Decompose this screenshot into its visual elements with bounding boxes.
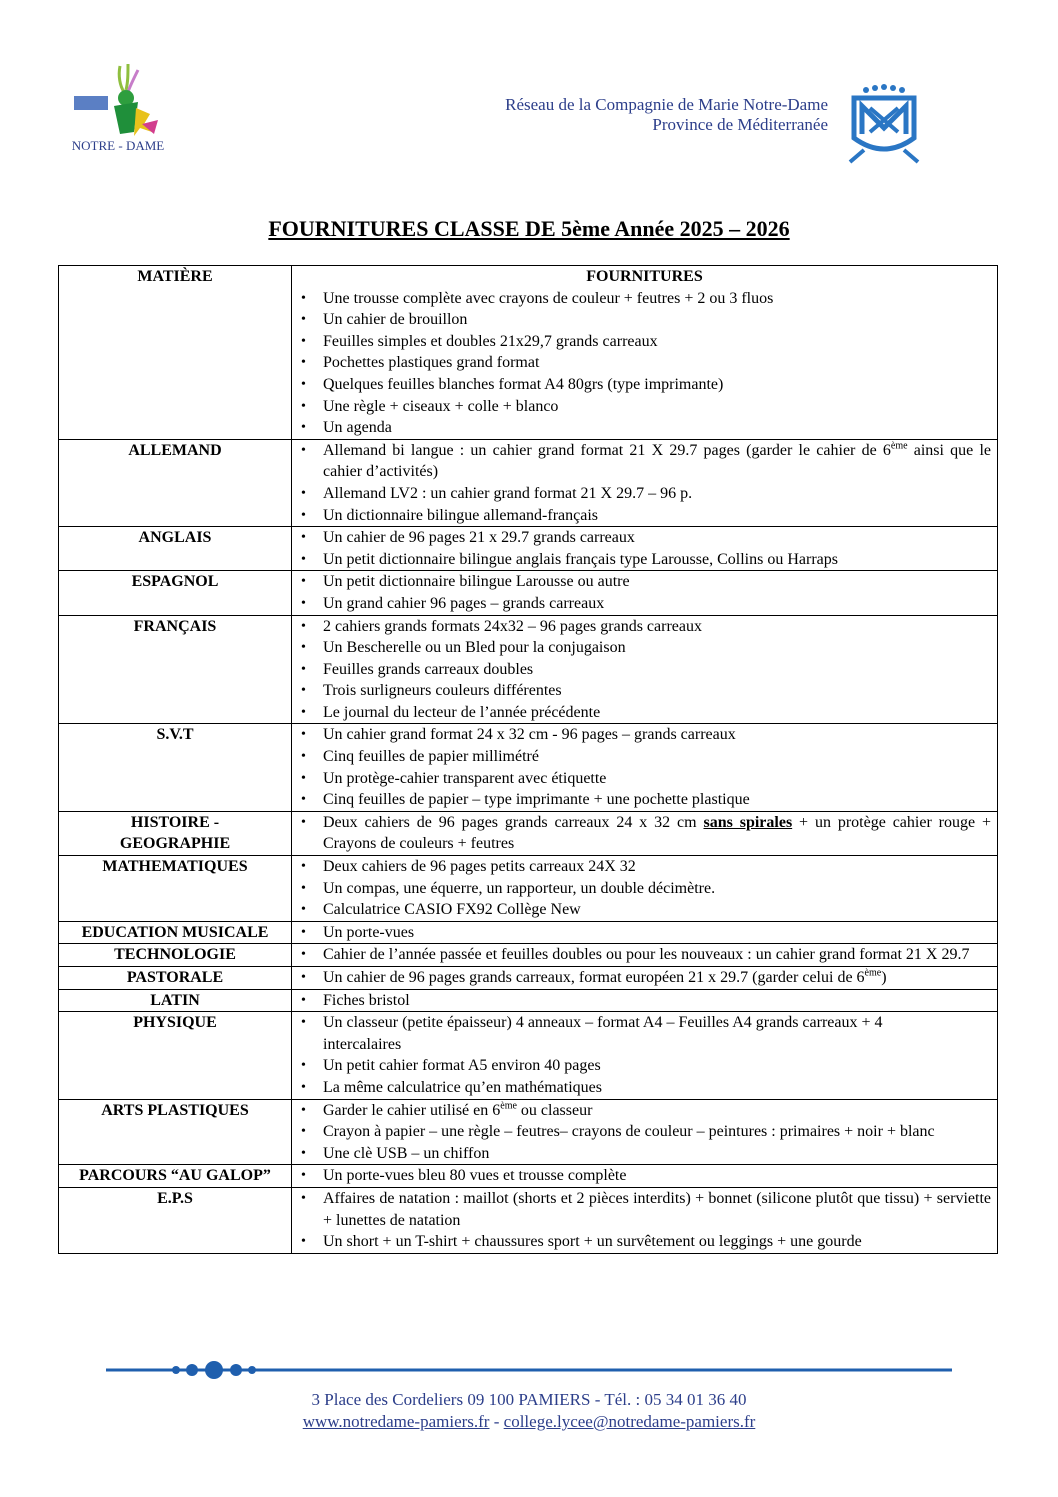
list-item: • Un petit dictionnaire bilingue anglais français type Larousse, Collins ou Harraps [292, 549, 997, 571]
list-item: • Deux cahiers de 96 pages petits carreaux 24X 32 [292, 856, 997, 878]
supplies-cell [292, 527, 998, 571]
network-name: Réseau de la Compagnie de Marie Notre-Dame [505, 95, 828, 114]
table-row [59, 1099, 998, 1165]
table-row [59, 266, 998, 440]
compagnie-monogram-icon [846, 84, 922, 164]
supplies-cell [292, 811, 998, 855]
list-item: • La même calculatrice qu’en mathématiques [292, 1077, 997, 1099]
list-item: • Une clè USB – un chiffon [292, 1143, 997, 1165]
list-item: • Un cahier de brouillon [292, 309, 997, 331]
table-row [59, 615, 998, 724]
table-row [59, 856, 998, 922]
supplies-cell [292, 989, 998, 1012]
list-item: • Cahier de l’année passée et feuilles doubles ou pour les nouveaux : un cahier grand format 21 X 29.7 [292, 944, 997, 966]
list-item: • Un short + un T-shirt + chaussures sport + un survêtement ou leggings + une gourde [292, 1231, 997, 1253]
footer-links: www.notredame-pamiers.fr - college.lycee@notredame-pamiers.fr [302, 1412, 756, 1431]
list-item: • Pochettes plastiques grand format [292, 352, 997, 374]
table-row [59, 967, 998, 990]
supplies-cell [292, 1099, 998, 1165]
supplies-cell [292, 266, 998, 440]
subject-cell: FRANÇAIS [59, 615, 292, 724]
subject-cell: ANGLAIS [59, 527, 292, 571]
list-item: • Crayon à papier – une règle – feutres– crayons de couleur – peintures : primaires + noir + blanc [292, 1121, 997, 1143]
network-block [505, 95, 828, 135]
table-row [59, 724, 998, 811]
school-logo [68, 62, 168, 162]
list-item: • Un compas, une équerre, un rapporteur, un double décimètre. [292, 878, 997, 900]
emphasis-text: sans spirales [703, 813, 793, 831]
list-item: • Allemand bi langue : un cahier grand format 21 X 29.7 pages (garder le cahier de 6ème ainsi que le cahier d’activités) [292, 440, 997, 483]
table-row [59, 921, 998, 944]
supplies-cell [292, 967, 998, 990]
table-row [59, 1187, 998, 1253]
website-link[interactable]: www.notredame-pamiers.fr [302, 1412, 490, 1431]
column-header-supplies: FOURNITURES [586, 268, 703, 285]
table-row [59, 1012, 998, 1099]
list-item: • Une trousse complète avec crayons de couleur + feutres + 2 ou 3 fluos [292, 288, 997, 310]
table-row [59, 571, 998, 615]
list-item: • Calculatrice CASIO FX92 Collège New [292, 899, 997, 921]
list-item: • Un petit cahier format A5 environ 40 pages [292, 1055, 997, 1077]
subject-cell: S.V.T [59, 724, 292, 811]
subject-cell: E.P.S [59, 1187, 292, 1253]
email-link[interactable]: college.lycee@notredame-pamiers.fr [503, 1412, 756, 1431]
table-row [59, 1165, 998, 1188]
list-item: • Allemand LV2 : un cahier grand format 21 X 29.7 – 96 p. [292, 483, 997, 505]
list-item: • Un agenda [292, 417, 997, 439]
list-item: • 2 cahiers grands formats 24x32 – 96 pages grands carreaux [292, 616, 997, 638]
svg-text:NOTRE - DAME: NOTRE - DAME [71, 138, 165, 153]
subject-cell: EDUCATION MUSICALE [59, 921, 292, 944]
subject-cell: HISTOIRE - GEOGRAPHIE [59, 811, 292, 855]
supplies-cell [292, 571, 998, 615]
list-item: • Un classeur (petite épaisseur) 4 anneaux – format A4 – Feuilles A4 grands carreaux + 4 intercalaires [292, 1012, 997, 1055]
list-item: • Quelques feuilles blanches format A4 80grs (type imprimante) [292, 374, 997, 396]
list-item: • Garder le cahier utilisé en 6ème ou classeur [292, 1100, 997, 1122]
list-item: • Un protège-cahier transparent avec étiquette [292, 768, 997, 790]
school-logo-icon [68, 62, 168, 162]
supplies-cell [292, 856, 998, 922]
subject-cell: PHYSIQUE [59, 1012, 292, 1099]
list-item: • Un cahier grand format 24 x 32 cm - 96 pages – grands carreaux [292, 724, 997, 746]
list-item: • Un Bescherelle ou un Bled pour la conjugaison [292, 637, 997, 659]
subject-cell: MATHEMATIQUES [59, 856, 292, 922]
column-header-subject: MATIÈRE [59, 266, 292, 440]
list-item: • Fiches bristol [292, 990, 997, 1012]
list-item: • Un porte-vues [292, 922, 997, 944]
list-item: • Un dictionnaire bilingue allemand-français [292, 505, 997, 527]
table-row [59, 527, 998, 571]
list-item: • Un grand cahier 96 pages – grands carreaux [292, 593, 997, 615]
subject-cell: LATIN [59, 989, 292, 1012]
supplies-cell [292, 724, 998, 811]
list-item: • Feuilles grands carreaux doubles [292, 659, 997, 681]
supplies-table [58, 265, 998, 1254]
compagnie-logo [846, 84, 922, 164]
list-item: • Deux cahiers de 96 pages grands carreaux 24 x 32 cm sans spirales + un protège cahier rouge + Crayons de couleurs + feutres [292, 812, 997, 855]
list-item: • Un cahier de 96 pages 21 x 29.7 grands carreaux [292, 527, 997, 549]
footer-address: 3 Place des Cordeliers 09 100 PAMIERS - Tél. : 05 34 01 36 40 [311, 1390, 747, 1409]
list-item: • Un petit dictionnaire bilingue Larousse ou autre [292, 571, 997, 593]
list-item: • Un porte-vues bleu 80 vues et trousse complète [292, 1165, 997, 1187]
supplies-cell [292, 1012, 998, 1099]
table-row [59, 944, 998, 967]
supplies-cell [292, 439, 998, 526]
list-item: • Cinq feuilles de papier millimétré [292, 746, 997, 768]
province-name: Province de Méditerranée [652, 115, 828, 134]
subject-cell: ARTS PLASTIQUES [59, 1099, 292, 1165]
list-item: • Affaires de natation : maillot (shorts et 2 pièces interdits) + bonnet (silicone plutôt que tissu) + serviette + lunettes de natation [292, 1188, 997, 1231]
table-row [59, 811, 998, 855]
supplies-cell [292, 944, 998, 967]
subject-cell: ALLEMAND [59, 439, 292, 526]
supplies-cell [292, 615, 998, 724]
footer-divider-icon [106, 1360, 952, 1380]
subject-cell: PARCOURS “AU GALOP” [59, 1165, 292, 1188]
subject-cell: TECHNOLOGIE [59, 944, 292, 967]
table-row [59, 989, 998, 1012]
subject-cell: PASTORALE [59, 967, 292, 990]
list-item: • Une règle + ciseaux + colle + blanco [292, 396, 997, 418]
list-item: • Cinq feuilles de papier – type imprimante + une pochette plastique [292, 789, 997, 811]
list-item: • Un cahier de 96 pages grands carreaux, format européen 21 x 29.7 (garder celui de 6ème) [292, 967, 997, 989]
supplies-cell [292, 1165, 998, 1188]
supplies-cell [292, 921, 998, 944]
table-row [59, 439, 998, 526]
list-item: • Trois surligneurs couleurs différentes [292, 680, 997, 702]
page-title: FOURNITURES CLASSE DE 5ème Année 2025 – 2026 [268, 216, 790, 241]
supplies-cell [292, 1187, 998, 1253]
list-item: • Feuilles simples et doubles 21x29,7 grands carreaux [292, 331, 997, 353]
subject-cell: ESPAGNOL [59, 571, 292, 615]
list-item: • Le journal du lecteur de l’année précédente [292, 702, 997, 724]
